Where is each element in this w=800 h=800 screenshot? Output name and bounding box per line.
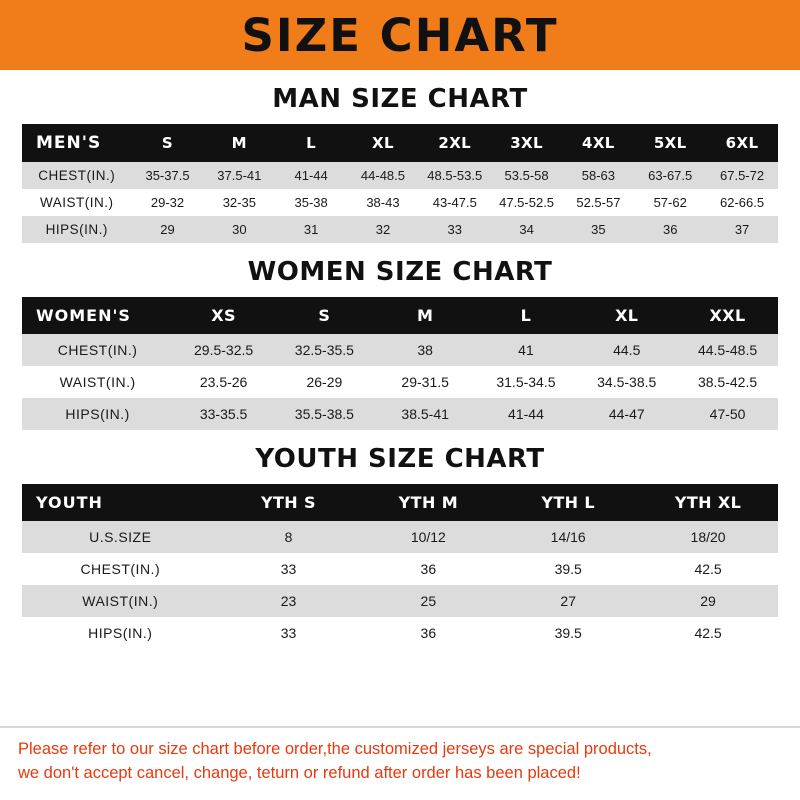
women-cell: 38 <box>417 342 433 358</box>
women-cell: 32.5-35.5 <box>294 342 354 358</box>
youth-header-cell: YTH M <box>398 493 459 512</box>
youth-cell: 39.5 <box>554 625 582 641</box>
men-cell: 34 <box>519 222 534 237</box>
youth-table-body <box>22 521 778 649</box>
women-section-title: WOMEN SIZE CHART <box>247 257 553 287</box>
table-row <box>22 617 778 649</box>
men-header-cell: 5XL <box>653 134 687 152</box>
women-cell: 29.5-32.5 <box>194 342 254 358</box>
women-cell: 44.5 <box>613 342 641 358</box>
men-cell: 30 <box>232 222 247 237</box>
youth-cell: 8 <box>284 529 293 545</box>
table-row <box>22 398 778 430</box>
men-cell: 48.5-53.5 <box>427 168 483 183</box>
women-cell: 44.5-48.5 <box>697 342 758 358</box>
men-cell: 36 <box>662 222 678 237</box>
women-header-row <box>22 297 778 334</box>
men-header-cell: M <box>231 134 247 152</box>
men-cell: 29 <box>160 222 175 237</box>
disclaimer-line-2: we don't accept cancel, change, teturn or refund after order has been placed! <box>18 764 581 783</box>
women-row-label: WAIST(IN.) <box>59 374 136 390</box>
disclaimer-line-1: Please refer to our size chart before order,the customized jerseys are special products, <box>18 740 652 759</box>
men-cell: 35-38 <box>294 195 328 210</box>
youth-cell: 33 <box>280 561 297 577</box>
women-cell: 41-44 <box>508 406 544 422</box>
youth-cell: 39.5 <box>554 561 582 577</box>
youth-header-cell: YTH S <box>260 493 316 512</box>
youth-cell: 33 <box>280 625 297 641</box>
header-banner <box>0 0 800 70</box>
women-cell: 33-35.5 <box>199 406 248 422</box>
men-header-row <box>22 124 778 162</box>
men-row-label: CHEST(IN.) <box>38 168 116 183</box>
men-cell: 43-47.5 <box>432 195 477 210</box>
women-row-label: HIPS(IN.) <box>65 406 130 422</box>
youth-row-label: HIPS(IN.) <box>88 625 153 641</box>
youth-section-title: YOUTH SIZE CHART <box>255 444 545 474</box>
men-cell: 41-44 <box>294 168 328 183</box>
men-cell: 57-62 <box>653 195 687 210</box>
women-table-head <box>22 297 778 334</box>
men-section <box>0 70 800 243</box>
men-row-label: HIPS(IN.) <box>45 222 108 237</box>
women-header-cell: XL <box>615 306 639 325</box>
men-table-head <box>22 124 778 162</box>
table-row <box>22 366 778 398</box>
women-size-table <box>22 297 778 430</box>
youth-header-cell: YTH L <box>541 493 596 512</box>
men-cell: 32-35 <box>222 195 256 210</box>
youth-row-label: U.S.SIZE <box>89 529 152 545</box>
women-row-label: CHEST(IN.) <box>57 342 138 358</box>
men-cell: 58-63 <box>581 168 616 183</box>
men-size-table <box>22 124 778 243</box>
women-header-cell: M <box>417 306 434 325</box>
youth-header-row <box>22 484 778 521</box>
women-cell: 38.5-41 <box>401 406 449 422</box>
women-cell: 31.5-34.5 <box>496 374 556 390</box>
women-cell: 34.5-38.5 <box>597 374 657 390</box>
youth-row-label: CHEST(IN.) <box>80 561 161 577</box>
men-cell: 35-37.5 <box>145 168 190 183</box>
men-cell: 33 <box>447 222 462 237</box>
youth-cell: 14/16 <box>550 529 586 545</box>
men-cell: 29-32 <box>150 195 185 210</box>
youth-size-table <box>22 484 778 649</box>
men-header-cell: XL <box>371 134 394 152</box>
youth-cell: 25 <box>420 593 437 609</box>
men-header-cell: MEN'S <box>36 133 102 153</box>
men-header-cell: 4XL <box>582 134 615 152</box>
men-cell: 31 <box>303 222 319 237</box>
men-cell: 47.5-52.5 <box>499 195 555 210</box>
youth-header-cell: YOUTH <box>36 493 103 512</box>
youth-cell: 42.5 <box>694 625 722 641</box>
men-row-label: WAIST(IN.) <box>40 195 114 210</box>
men-cell: 52.5-57 <box>576 195 621 210</box>
women-cell: 41 <box>518 342 534 358</box>
youth-cell: 27 <box>560 593 576 609</box>
men-header-cell: 3XL <box>510 134 543 152</box>
men-cell: 62-66.5 <box>720 195 765 210</box>
men-cell: 37.5-41 <box>217 168 262 183</box>
women-cell: 35.5-38.5 <box>294 406 354 422</box>
men-cell: 35 <box>591 222 606 237</box>
youth-cell: 29 <box>700 593 716 609</box>
table-row <box>22 585 778 617</box>
youth-cell: 42.5 <box>694 561 722 577</box>
men-cell: 67.5-72 <box>720 168 765 183</box>
men-cell: 44-48.5 <box>360 168 405 183</box>
men-header-cell: S <box>161 134 174 152</box>
women-header-cell: WOMEN'S <box>36 306 131 325</box>
youth-cell: 23 <box>280 593 297 609</box>
women-table-body <box>22 334 778 430</box>
youth-cell: 10/12 <box>410 529 446 545</box>
youth-section <box>0 430 800 649</box>
youth-cell: 18/20 <box>690 529 726 545</box>
youth-table-head <box>22 484 778 521</box>
page-title: SIZE CHART <box>241 8 559 62</box>
men-cell: 32 <box>375 222 391 237</box>
youth-cell: 36 <box>420 561 437 577</box>
youth-header-cell: YTH XL <box>674 493 742 512</box>
men-header-cell: 2XL <box>438 134 472 152</box>
table-row <box>22 334 778 366</box>
table-row <box>22 162 778 189</box>
table-row <box>22 553 778 585</box>
men-header-cell: 6XL <box>725 134 759 152</box>
table-row <box>22 216 778 243</box>
youth-cell: 36 <box>420 625 437 641</box>
women-header-cell: XS <box>211 306 236 325</box>
youth-row-label: WAIST(IN.) <box>82 593 159 609</box>
women-cell: 29-31.5 <box>401 374 449 390</box>
women-header-cell: XXL <box>709 306 746 325</box>
men-cell: 53.5-58 <box>504 168 549 183</box>
men-section-title: MAN SIZE CHART <box>272 84 528 114</box>
women-cell: 44-47 <box>608 406 645 422</box>
men-header-cell: L <box>306 134 317 152</box>
men-table-body <box>22 162 778 243</box>
men-cell: 38-43 <box>366 195 400 210</box>
women-section <box>0 243 800 430</box>
women-cell: 47-50 <box>709 406 746 422</box>
women-cell: 38.5-42.5 <box>697 374 758 390</box>
table-row <box>22 521 778 553</box>
table-row <box>22 189 778 216</box>
men-cell: 63-67.5 <box>648 168 693 183</box>
men-cell: 37 <box>734 222 750 237</box>
women-cell: 23.5-26 <box>199 374 248 390</box>
women-header-cell: S <box>318 306 331 325</box>
women-header-cell: L <box>520 306 532 325</box>
women-cell: 26-29 <box>306 374 343 390</box>
disclaimer-note <box>0 726 800 800</box>
